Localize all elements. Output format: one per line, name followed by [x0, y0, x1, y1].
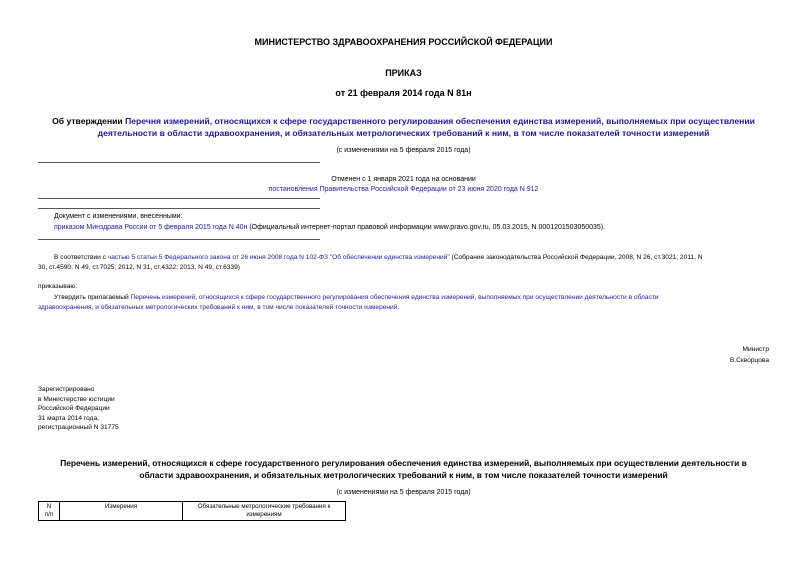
doc-type: ПРИКАЗ — [385, 68, 422, 78]
table-header-row — [39, 502, 346, 521]
order-word: приказываю: — [38, 283, 78, 290]
list-revision-note: (с изменениями на 5 февраля 2015 года) — [336, 489, 471, 496]
col-number-header — [39, 502, 60, 521]
col-requirements-label: Обязательные метрологические требования к — [197, 503, 331, 510]
cancelled-decree-link[interactable]: постановления Правительства Российской Федерации от 23 июня 2020 года N 912 — [268, 186, 539, 193]
col-measurements-label: Измерения — [104, 503, 138, 510]
divider — [38, 198, 320, 199]
divider — [38, 239, 320, 240]
list-title — [0, 457, 807, 481]
list-title-line: Перечень измерений, относящихся к сфере государственного регулирования обеспечения единства измерений, выполняемых при осуществлении деятельности в — [60, 458, 747, 468]
col-number-label: N — [46, 503, 52, 510]
registration-line: Зарегистрировано — [38, 386, 95, 393]
amendments-line — [54, 223, 605, 233]
title-link[interactable]: Перечня измерений, относящихся к сфере государственного регулирования обеспечения единства измерений, выполняемых при осуществлении — [125, 116, 755, 126]
approve-list-link[interactable]: Перечень измерений, относящихся к сфере государственного регулирования обеспечения единства измерений, выполняемых при осуществлении деятельности в области — [130, 294, 659, 301]
doc-date: от 21 февраля 2014 года N 81н — [335, 88, 472, 98]
preamble — [38, 253, 770, 272]
col-requirements-header — [183, 502, 346, 521]
amendment-source: (Официальный интернет-портал правовой информации www.pravo.gov.ru, 05.03.2015, N 0001201503050035). — [247, 224, 606, 231]
preamble-tail-cont: 30, ст.4590; N 49, ст.7025; 2012, N 31, ст.4322; 2013, N 49, ст.6339) — [38, 263, 240, 271]
list-title-line: области здравоохранения, и обязательных метрологических требований к ним, в том числе показателей точности измерений — [139, 470, 668, 480]
registration-line: регистрационный N 31775 — [38, 424, 119, 431]
preamble-tail: (Собрание законодательства Российской Федерации, 2008, N 26, ст.3021; 2011, N — [449, 254, 703, 261]
title-prefix: Об утверждении — [52, 116, 126, 126]
amendment-order-link[interactable]: приказом Минздрава России от 5 февраля 2015 года N 40н — [54, 224, 248, 231]
ministry-heading: МИНИСТЕРСТВО ЗДРАВООХРАНЕНИЯ РОССИЙСКОЙ ФЕДЕРАЦИИ — [254, 37, 553, 47]
registration-line: 31 марта 2014 года, — [38, 414, 99, 422]
document-title — [0, 115, 807, 139]
federal-law-link[interactable]: частью 5 статьи 5 Федерального закона от 26 июня 2008 года N 102-ФЗ "Об обеспечении единства измерений" — [107, 254, 450, 261]
amendments-label: Документ с изменениями, внесенными: — [54, 213, 183, 220]
cancelled-note: Отменен с 1 января 2021 года на основании — [331, 176, 476, 183]
divider — [38, 162, 320, 163]
approve-paragraph — [38, 293, 770, 312]
preamble-lead: В соответствии с — [54, 254, 108, 261]
signature-position: Министр — [742, 346, 769, 353]
title-link-cont[interactable]: деятельности в области здравоохранения, и обязательных метрологических требований к ним, в том числе показателей точности измерений — [97, 128, 710, 138]
measurements-table — [38, 501, 346, 521]
signature-name: В.Скворцова — [729, 357, 769, 364]
approve-lead: Утвердить прилагаемый — [54, 294, 131, 301]
approve-tail: . — [397, 303, 400, 311]
divider — [38, 208, 320, 209]
registration-line: Российской Федерации — [38, 405, 110, 412]
registration-line: в Министерстве юстиции — [38, 395, 115, 403]
approve-list-link-cont[interactable]: здравоохранения, и обязательных метрологических требований к ним, в том числе показателей точности измерений — [38, 303, 398, 311]
cancelled-link-line — [0, 185, 807, 195]
col-number-label: п/п — [44, 511, 54, 518]
col-measurements-header — [60, 502, 183, 521]
revision-note: (с изменениями на 5 февраля 2015 года) — [336, 147, 471, 154]
col-requirements-label: измерениям — [246, 511, 282, 518]
registration-block — [38, 385, 119, 433]
